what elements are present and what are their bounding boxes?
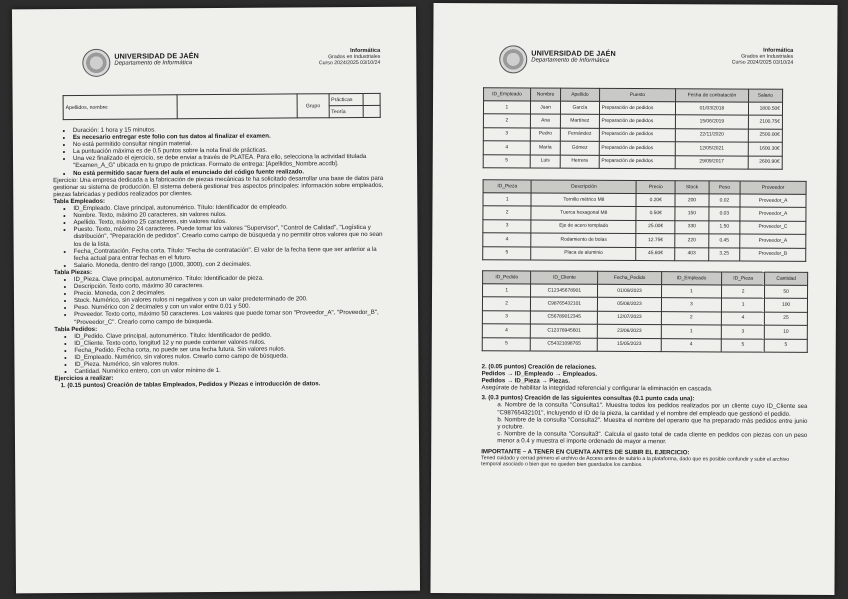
table-cell: 25.00€ — [636, 220, 675, 234]
empleados-fields — [53, 203, 383, 269]
table-cell: Proveedor_B — [740, 248, 806, 262]
table-cell: 05/08/2023 — [598, 298, 662, 312]
relations-note: Asegúrate de habilitar la integridad referencial y configurar la eliminación en cascada. — [481, 384, 713, 393]
empleados-table — [483, 87, 783, 170]
table-cell: C12378945601 — [531, 324, 598, 338]
table-cell: 50 — [765, 285, 808, 299]
table-cell: 1800.50€ — [748, 102, 783, 116]
table-cell: Preparación de pedidos — [599, 115, 676, 129]
column-header: Salario — [748, 89, 783, 102]
field-item: • ID_Empleado. Numérico, sin valores nulos. Crearlo como campo de búsqueda. — [74, 352, 384, 361]
table-cell: 200 — [675, 194, 709, 208]
table-cell: 1 — [483, 193, 531, 207]
table-cell: 1 — [483, 101, 530, 115]
field-item: • Cantidad. Numérico entero, con un valor mínimo de 1. — [74, 366, 384, 375]
table-cell: 25 — [765, 312, 808, 326]
important-title: IMPORTANTE – A TENER EN CUENTA ANTES DE SUBIR EL EJERCICIO: — [481, 448, 690, 457]
table-cell: C12345678901 — [531, 284, 598, 298]
table-cell: Proveedor_A — [740, 234, 806, 248]
exam-body-left — [53, 125, 385, 390]
table-cell: C98765432101 — [531, 297, 598, 311]
column-header: ID_Empleado — [661, 272, 721, 285]
query-item: b. Nombre de la consulta "Consulta2". Muestra el nombre del operario que ha preparado más pedidos entre junio y octubre. — [497, 415, 808, 431]
table-cell: 150 — [675, 207, 709, 221]
table-title: Tabla Empleados: — [53, 197, 106, 206]
table-cell: Gómez — [560, 141, 598, 155]
table-cell: 403 — [675, 247, 709, 261]
table-cell: 5 — [483, 246, 531, 260]
field-item: • Proveedor. Texto corto, máximo 50 caracteres. Los valores que puede tomar son "Proveedor_A", "Proveedor_B", "Proveedor_C". Crearlo como campo de búsqueda. — [74, 309, 384, 325]
page-header — [433, 41, 837, 93]
column-header: Fecha de contratación — [676, 89, 748, 102]
column-header: Puesto — [599, 88, 676, 101]
piezas-fields — [54, 274, 384, 326]
column-header: ID_Pedido — [483, 271, 531, 284]
table-cell: 3 — [721, 325, 764, 339]
university-name: UNIVERSIDAD DE JAÉN — [114, 51, 199, 61]
table-cell: Proveedor_A — [740, 207, 806, 221]
tasks-title: Ejercicios a realizar: — [54, 374, 114, 383]
table-cell: 0.03 — [709, 207, 741, 221]
pedidos-table — [482, 270, 808, 353]
field-item: • ID_Pieza. Clave principal, autonumérico. Título: Identificador de pieza. — [74, 274, 384, 283]
table-row — [483, 154, 782, 169]
table-cell: García — [561, 101, 599, 115]
column-header: Precio — [636, 181, 675, 194]
table-cell: 45.60€ — [636, 247, 675, 261]
table-cell: 2 — [483, 114, 530, 128]
table-cell: 29/09/2017 — [675, 155, 747, 169]
table-cell: Preparación de pedidos — [599, 128, 676, 142]
table-cell: 10 — [765, 325, 808, 339]
table-cell: 15/06/2019 — [676, 115, 748, 129]
field-item: • Apellido. Texto, máximo 25 caracteres, sin valores nulos. — [73, 217, 383, 226]
table-cell: 1 — [661, 285, 721, 299]
table-cell: 330 — [675, 220, 709, 234]
table-cell: 2 — [483, 206, 531, 220]
column-header: ID_Cliente — [531, 271, 598, 284]
rules-list — [53, 125, 383, 177]
header-course-info — [319, 48, 381, 67]
table-cell: 5 — [721, 339, 764, 353]
student-info-box — [63, 93, 381, 120]
rule-item: • Una vez finalizado el ejercicio, se debe enviar a través de PLATEA. Para ello, selecciona la actividad titulada "Examen_A_G" ubicada en tu grupo de prácticas. Formato de entrega: [Apellidos_Nombre.accdb]. — [73, 153, 383, 169]
field-item: • ID_Pedido. Clave principal, autonumérico. Título: Identificador de pedido. — [74, 331, 384, 340]
teoria-checkbox[interactable] — [363, 105, 381, 117]
relation-item: Pedidos → ID_Pieza → Piezas. — [481, 377, 570, 385]
university-name: UNIVERSIDAD DE JAÉN — [531, 48, 616, 58]
field-item: • Precio. Moneda, con 2 decimales. — [74, 288, 384, 297]
table-cell: María — [530, 141, 560, 155]
table-cell: Preparación de pedidos — [599, 155, 676, 169]
exam-body-right — [481, 363, 808, 469]
table-title: Tabla Pedidos: — [54, 325, 98, 333]
table-cell: 4 — [482, 324, 530, 338]
field-item: • Fecha_Contratación. Fecha corta. Título: "Fecha de contratación". El valor de la fecha tiene que ser anterior a la fecha actual para entrar fechas en el futuro. — [74, 245, 384, 261]
table-cell: Tornillo métrico M8 — [531, 193, 636, 207]
table-cell: 1 — [721, 298, 764, 312]
field-item: • ID_Pieza. Numérico, sin valores nulos. — [74, 359, 384, 368]
name-field[interactable] — [177, 94, 297, 119]
header-course-info — [732, 48, 794, 67]
table-cell: 4 — [661, 338, 721, 352]
table-title: Tabla Piezas: — [53, 268, 92, 277]
field-item: • Descripción. Texto corto, máximo 30 caracteres. — [74, 281, 384, 290]
table-cell: 3 — [483, 127, 530, 141]
field-item: • ID_Empleado. Clave principal, autonumérico. Título: Identificador de empleado. — [73, 203, 383, 212]
table-cell: 01/03/2018 — [676, 102, 748, 116]
name-label: Apellidos, nombre: — [63, 95, 177, 120]
column-header: ID_Pieza — [483, 180, 531, 193]
course: Curso 2024/2025 03/10/24 — [318, 60, 381, 67]
table-cell: Preparación de pedidos — [599, 141, 676, 155]
table-cell: Fernández — [561, 128, 599, 142]
table-cell: 15/05/2023 — [597, 338, 661, 352]
query-item: a. Nombre de la consulta "Consulta1". Muestra todos los pedidos realizados por un cliente cuyo ID_Cliente sea "C98765432101", incluyendo el ID de la pieza, la cantidad y el nombre del empleado que gestionó el pedido. — [497, 401, 808, 418]
table-cell: 01/09/2023 — [598, 284, 662, 298]
degree: Grados en Industriales — [741, 53, 794, 61]
table-cell: 0.02 — [709, 194, 741, 208]
table-cell: 5 — [764, 339, 807, 353]
table-cell: 12.75€ — [636, 234, 675, 248]
department-name: Departamento de Informática — [114, 60, 193, 67]
table-cell: C56789012345 — [531, 311, 598, 325]
table-cell: 1600.30€ — [748, 142, 783, 156]
column-header: Nombre — [530, 88, 560, 101]
table-cell: 1.50 — [709, 221, 741, 235]
table-cell: Rodamiento de bolas — [531, 233, 636, 247]
rule-item: • La puntuación máxima es de 0.5 puntos sobre la nota final de prácticas. — [73, 146, 383, 155]
table-cell: Eje de acero templado — [531, 220, 636, 234]
table-cell: Placa de aluminio — [531, 247, 636, 261]
column-header: Peso — [709, 181, 741, 194]
table-row — [483, 246, 806, 261]
table-cell: 3 — [483, 219, 531, 233]
table-cell: 0.20€ — [636, 194, 675, 208]
subject: Informática — [350, 47, 381, 55]
table-cell: 2100.75€ — [748, 115, 783, 129]
table-cell: 4 — [483, 233, 531, 247]
column-header: ID_Empleado — [484, 88, 531, 101]
column-header: Cantidad — [765, 272, 808, 285]
exam-page-1 — [12, 7, 420, 594]
practicas-label: Prácticas — [329, 93, 363, 105]
practicas-checkbox[interactable] — [363, 93, 381, 105]
table-cell: Herrera — [560, 155, 598, 169]
table-cell: 4 — [483, 141, 530, 155]
teoria-label: Teoría — [329, 105, 363, 117]
table-cell: 12/07/2023 — [598, 311, 662, 325]
table-cell: Luis — [530, 155, 560, 169]
pedidos-fields — [54, 331, 384, 376]
table-cell: 5 — [482, 337, 530, 351]
column-header: Apellido — [561, 88, 599, 101]
query-item: c. Nombre de la consulta "Consulta3". Calcula el gasto total de cada cliente en pedidos con piezas con un peso menor a 0.4 y muestra el importe ordenado de mayor a menor. — [497, 430, 808, 446]
rule-item: • Duración: 1 hora y 15 minutos. — [73, 125, 383, 134]
table-cell: C54321098765 — [531, 338, 598, 352]
table-cell: 3.25 — [708, 247, 740, 261]
column-header: Descripción — [531, 180, 636, 194]
table-cell: 2600.90€ — [748, 156, 783, 170]
table-cell: Pedro — [530, 128, 560, 142]
table-cell: Tuerca hexagonal M8 — [531, 206, 636, 220]
rule-item: • No está permitido consultar ningún material. — [73, 139, 383, 148]
field-item: • Stock. Numérico, sin valores nulos ni negativos y con un valor predeterminado de 200. — [74, 295, 384, 304]
task-3: 3. (0.3 puntos) Creación de las siguientes consultas (0.1 punto cada una): — [481, 394, 695, 403]
relation-item: Pedidos → ID_Empleado → Empleados. — [481, 370, 598, 378]
table-cell: 4 — [721, 312, 764, 326]
university-seal-icon — [82, 49, 110, 77]
piezas-table — [482, 179, 806, 262]
field-item: • Fecha_Pedido. Fecha corta, no puede ser una fecha futura. Sin valores nulos. — [74, 345, 384, 354]
table-cell: Proveedor_C — [740, 221, 806, 235]
task-1: 1. (0.15 puntos) Creación de tablas Empleados, Pedidos y Piezas e introducción de datos. — [60, 380, 321, 390]
table-cell: 5 — [483, 154, 530, 168]
degree: Grados en Industriales — [328, 54, 381, 61]
page-header — [12, 43, 416, 96]
table-cell: 1 — [661, 325, 721, 339]
field-item: • Puesto. Texto, máximo 24 caracteres. Puede tomar los valores "Supervisor", "Control de Calidad", "Logística y distribución", "Preparación de pedidos". Crearlo como campo de búsqueda y no permitir otros valores que no sean los de la lista. — [73, 224, 383, 247]
table-cell: 0.45 — [708, 234, 740, 248]
subject: Informática — [763, 47, 794, 54]
table-cell: 2 — [661, 311, 721, 325]
table-cell: Preparación de pedidos — [599, 101, 676, 115]
task-2: 2. (0.05 puntos) Creación de relaciones. — [481, 363, 597, 371]
column-header: Stock — [675, 181, 709, 194]
rule-item: • No está permitido sacar fuera del aula el enunciado del código fuente realizado. — [73, 167, 383, 176]
table-cell: 0.50€ — [636, 207, 675, 221]
table-cell: 2500.00€ — [748, 129, 783, 143]
field-item: • Salario. Moneda, dentro del rango (1000, 3000), con 2 decimales. — [74, 260, 384, 269]
group-label: Grupo — [297, 94, 329, 118]
column-header: ID_Pieza — [722, 272, 765, 285]
rule-item: • Es necesario entregar este folio con tus datos al finalizar el examen. — [73, 132, 383, 141]
field-item: • ID_Cliente. Texto corto, longitud 12 y no puede contener valores nulos. — [74, 338, 384, 347]
table-cell: 12/05/2021 — [676, 142, 748, 156]
exercise-intro: Ejercicio: Una empresa dedicada a la fabricación de piezas mecánicas te ha solicitado desarrollar una base de datos para gestionar su sistema de producción. El sistema deberá gestionar tres aspectos principales: información sobre empleados, piezas fabricadas y pedidos realizados por clientes. — [53, 174, 384, 198]
field-item: • Nombre. Texto, máximo 20 caracteres, sin valores nulos. — [73, 210, 383, 219]
column-header: Fecha_Pedido — [598, 271, 662, 284]
table-cell: 3 — [661, 298, 721, 312]
table-cell: 23/06/2023 — [598, 324, 662, 338]
university-seal-icon — [499, 45, 527, 73]
table-cell: Martínez — [561, 115, 599, 129]
table-row — [482, 337, 807, 352]
column-header: Proveedor — [740, 181, 806, 194]
department-name: Departamento de Informática — [531, 57, 609, 64]
table-cell: 2 — [482, 297, 530, 311]
table-cell: 100 — [765, 299, 808, 313]
table-cell: Ana — [530, 114, 560, 128]
table-cell: 220 — [675, 234, 709, 248]
exam-page-2 — [430, 3, 837, 595]
table-cell: 2 — [722, 285, 765, 299]
table-cell: 1 — [483, 284, 531, 298]
important-text: Tened cuidado y cerrad primero el archivo de Access antes de subirlo a la plataforma, dado que es posible confundir y subir el archivo temporal asociado o bien que no queden bien guardados los cambios. — [481, 455, 790, 469]
table-cell: 3 — [482, 310, 530, 324]
field-item: • Peso. Numérico con 2 decimales y con un valor entre 0.01 y 500. — [74, 302, 384, 311]
table-cell: Proveedor_A — [740, 194, 806, 208]
course: Curso 2024/2025 03/10/24 — [731, 59, 794, 67]
table-cell: 22/11/2020 — [676, 128, 748, 142]
table-cell: Juan — [530, 101, 560, 115]
